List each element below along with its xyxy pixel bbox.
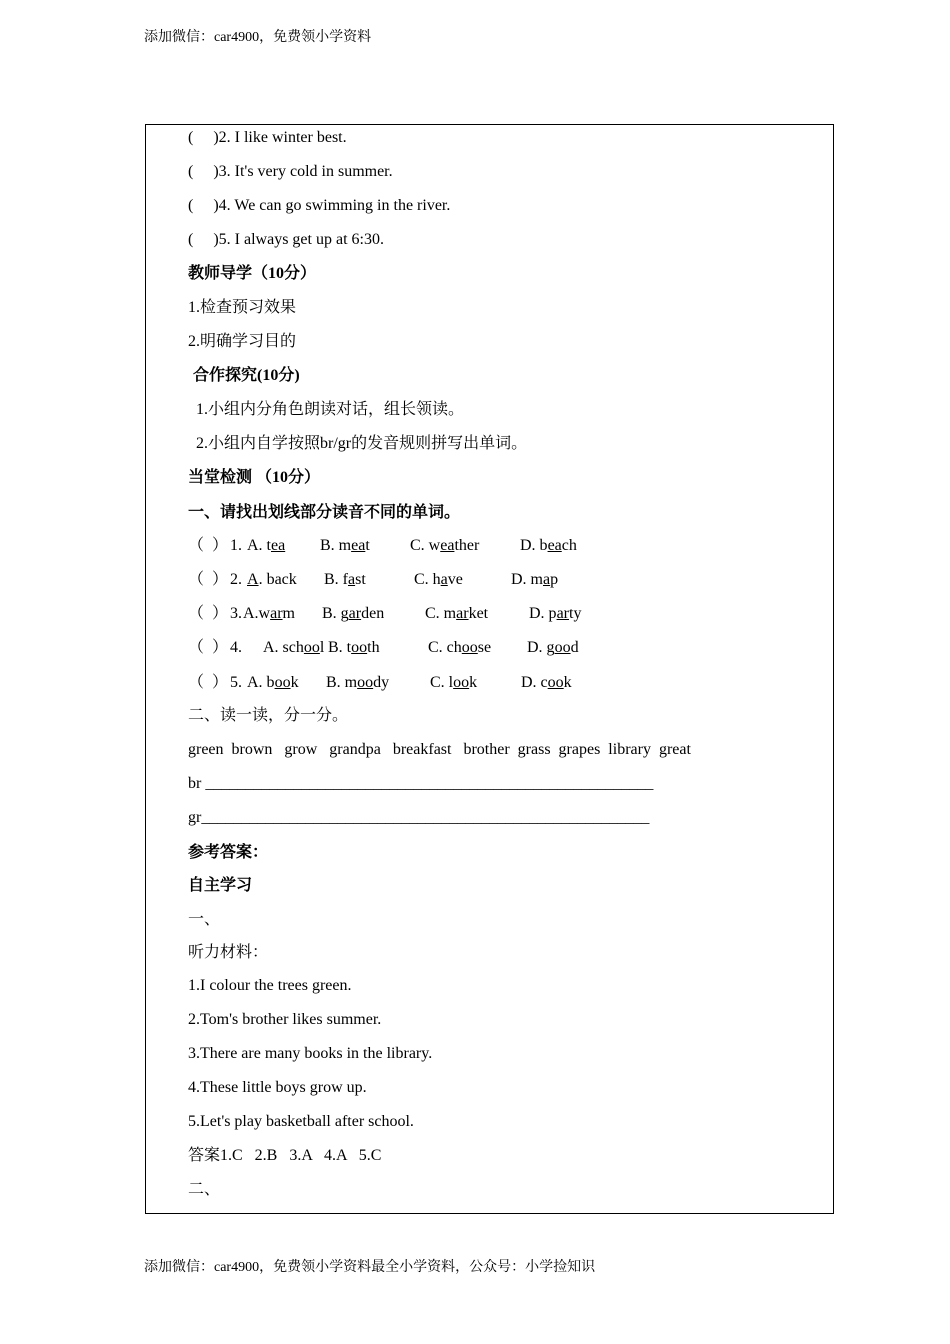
question-5-option-d: D. cook [521,674,572,691]
br-line: br ________________________________________________________ [188,775,654,792]
question-4-option-a: A. school [263,639,325,656]
question-4-option-d: D. good [527,639,579,656]
question-bracket: （ ） [188,639,229,656]
word-bank: green brown grow grandpa breakfast brother grass grapes library great [188,741,691,758]
judge-item-5: ( )5. I always get up at 6:30. [188,231,384,248]
question-2-option-a: A. back [247,571,297,588]
question-number: 5. [230,674,242,691]
listening-label: 听力材料： [188,944,269,961]
question-2-option-c: C. have [414,571,463,588]
judge-item-2: ( )2. I like winter best. [188,129,347,146]
gr-line: gr________________________________________________________ [188,809,650,826]
question-3-option-a: A.warm [243,605,295,622]
check-title: 当堂检测 （10分） [188,469,321,486]
answers-title: 参考答案： [188,844,269,861]
answers-section-2: 二、 [188,1181,221,1198]
question-4-option-b: B. tooth [328,639,380,656]
question-1-option-a: A. tea [247,537,286,554]
listening-item-4: 4.These little boys grow up. [188,1079,367,1096]
question-number: 3. [230,605,242,622]
answer-key: 答案1.C 2.B 3.A 4.A 5.C [188,1147,382,1164]
listening-item-3: 3.There are many books in the library. [188,1045,433,1062]
page-footer: 添加微信：car4900，免费领小学资料最全小学资料，公众号：小学捡知识 [144,1260,596,1275]
judge-item-3: ( )3. It's very cold in summer. [188,163,393,180]
part2-title: 二、读一读，分一分。 [188,707,349,724]
question-5-option-a: A. book [247,674,299,691]
question-5-option-c: C. look [430,674,478,691]
question-3-option-d: D. party [529,605,582,622]
question-bracket: （ ） [188,674,229,691]
answers-subtitle: 自主学习 [188,877,253,894]
teacher-item-1: 1.检查预习效果 [188,299,297,316]
part1-title: 一、请找出划线部分读音不同的单词。 [188,504,461,521]
listening-item-5: 5.Let's play basketball after school. [188,1113,414,1130]
question-5-option-b: B. moody [326,674,390,691]
question-4-option-c: C. choose [428,639,492,656]
question-2-option-b: B. fast [324,571,366,588]
question-number: 2. [230,571,242,588]
question-number: 4. [230,639,242,656]
judge-item-4: ( )4. We can go swimming in the river. [188,197,451,214]
page-header: 添加微信：car4900，免费领小学资料 [144,30,372,45]
question-bracket: （ ） [188,571,229,588]
listening-item-1: 1.I colour the trees green. [188,977,352,994]
teacher-title: 教师导学（10分） [188,265,317,282]
teacher-item-2: 2.明确学习目的 [188,333,297,350]
question-1-option-d: D. beach [520,537,577,554]
answers-section-1: 一、 [188,911,221,928]
coop-item-1: 1.小组内分角色朗读对话，组长领读。 [196,401,465,418]
listening-item-2: 2.Tom's brother likes summer. [188,1011,382,1028]
question-1-option-c: C. weather [410,537,480,554]
question-1-option-b: B. meat [320,537,370,554]
question-bracket: （ ） [188,537,229,554]
coop-item-2: 2.小组内自学按照br/gr的发音规则拼写出单词。 [196,435,528,452]
question-2-option-d: D. map [511,571,559,588]
question-bracket: （ ） [188,605,229,622]
question-3-option-c: C. market [425,605,489,622]
question-3-option-b: B. garden [322,605,385,622]
question-number: 1. [230,537,242,554]
coop-title: 合作探究(10分) [193,367,300,384]
